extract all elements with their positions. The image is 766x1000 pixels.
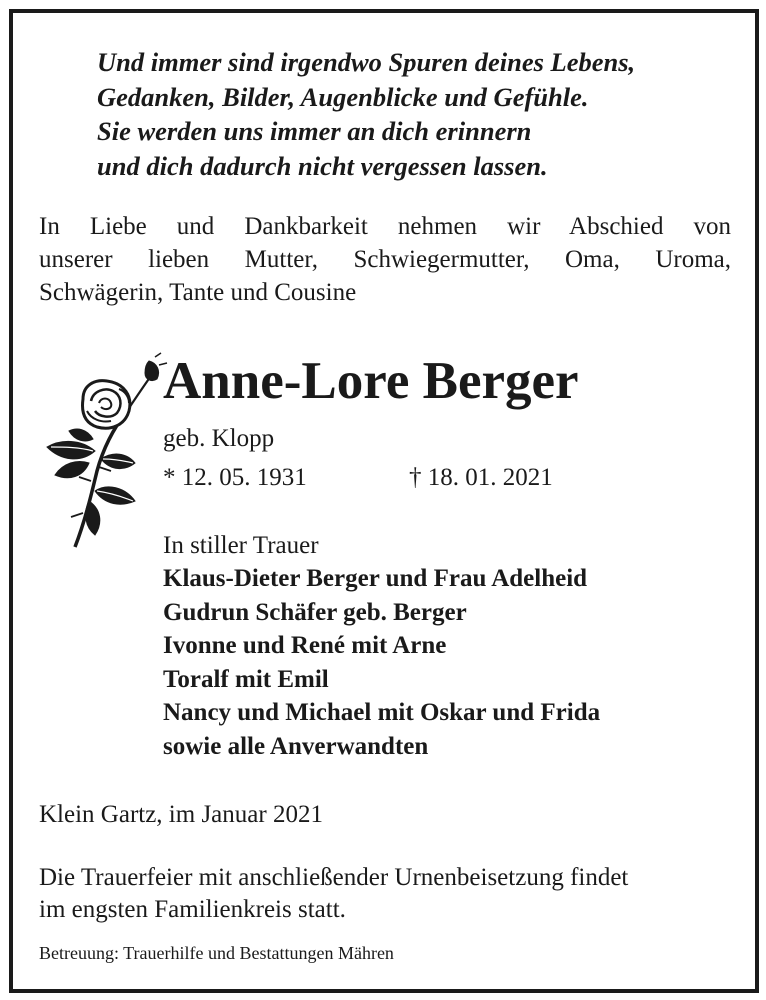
- poem-line: Und immer sind irgendwo Spuren deines Lebens,: [97, 47, 636, 77]
- poem-line: Sie werden uns immer an dich erinnern: [97, 116, 532, 146]
- death-date: † 18. 01. 2021: [409, 464, 553, 491]
- deceased-name: Anne-Lore Berger: [163, 352, 579, 410]
- poem-line: und dich dadurch nicht vergessen lassen.: [97, 150, 548, 181]
- birth-name: geb. Klopp: [163, 425, 275, 452]
- undertaker-credit: Betreuung: Trauerhilfe und Bestattungen Mähren: [39, 943, 394, 963]
- poem-line: Gedanken, Bilder, Augenblicke und Gefühle.: [97, 81, 589, 112]
- mourning-intro: In stiller Trauer: [163, 532, 319, 559]
- poem: [97, 45, 737, 183]
- intro-text: [39, 210, 731, 309]
- obituary-frame: [9, 9, 759, 993]
- mourner-line: Toralf mit Emil: [163, 665, 329, 693]
- intro-line: In Liebe und Dankbarkeit nehmen wir Abschied von: [39, 213, 731, 240]
- funeral-line: im engsten Familienkreis statt.: [39, 896, 346, 923]
- mourner-line: Nancy und Michael mit Oskar und Frida: [163, 699, 601, 726]
- intro-line: Schwägerin, Tante und Cousine: [39, 279, 357, 306]
- intro-line: unserer lieben Mutter, Schwiegermutter, Oma, Uroma,: [39, 246, 731, 273]
- birth-date: * 12. 05. 1931: [163, 464, 307, 491]
- mourner-line: Gudrun Schäfer geb. Berger: [163, 598, 467, 626]
- mourners-list: [163, 562, 723, 763]
- mourner-line: sowie alle Anverwandten: [163, 732, 429, 760]
- funeral-line: Die Trauerfeier mit anschließender Urnenbeisetzung findet: [39, 864, 629, 891]
- mourner-line: Klaus-Dieter Berger und Frau Adelheid: [163, 565, 588, 592]
- mourner-line: Ivonne und René mit Arne: [163, 632, 447, 659]
- place-date: Klein Gartz, im Januar 2021: [39, 801, 323, 828]
- funeral-notice: [39, 862, 739, 926]
- rose-icon: [31, 351, 171, 551]
